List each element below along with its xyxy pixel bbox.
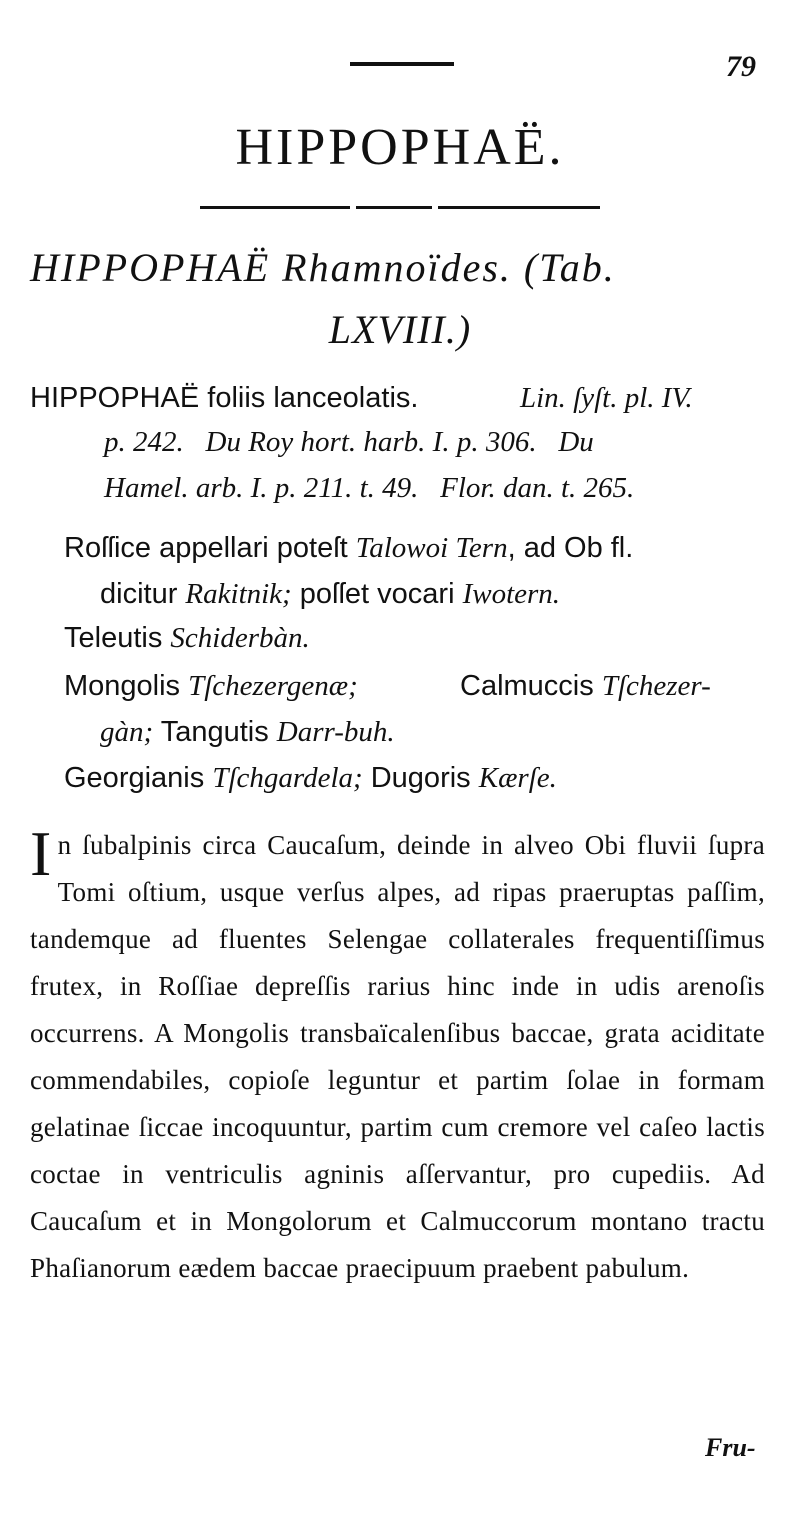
synonymy-line2: p. 242. Du Roy hort. harb. I. p. 306. Du [104, 426, 594, 458]
vernacular-text: dicitur [100, 578, 178, 610]
vernacular-term: Iwotern. [462, 578, 561, 610]
vernacular-ob [100, 578, 560, 611]
linnaeus-reference: Lin. ſyſt. pl. IV. [520, 382, 693, 414]
description-text: n ſubalpinis circa Caucaſum, deinde in alveo Obi fluvii ſupra Tomi oſtium, usque verſus alpes, ad ripas praeruptas paſſim, tandemque ad fluentes Selengae collaterales frequentiſſimus frutex, in Roſſiae depreſſis rarius hinc inde in udis arenoſis occurrens. A Mongolis transbaïcalenſibus baccae, grata aciditate commendabiles, copioſe leguntur et partim ſolae in formam gelatinae ſiccae incoquuntur, partim cum cremore vel caſeo lactis coctae in ventriculis agninis aſſervantur, pro cupediis. Ad Caucaſum et in Mongolorum et Calmuccorum montano tractu Phaſianorum eædem baccae praecipuum praebent pabulum. [30, 830, 765, 1283]
vernacular-georgian [64, 762, 557, 795]
vernacular-term: gàn; [100, 716, 154, 748]
vernacular-text: Teleutis [64, 622, 163, 654]
description-paragraph [30, 818, 765, 1292]
page-title: HIPPOPHAË. [235, 119, 565, 176]
vernacular-term: Tſchezergenæ; [188, 670, 358, 702]
title-divider [200, 206, 600, 209]
species-name-line2: LXVIII.) [328, 307, 472, 352]
drop-cap: I [30, 818, 52, 889]
vernacular-text: Dugoris [370, 762, 471, 794]
vernacular-term: Darr-buh. [276, 716, 395, 748]
vernacular-term: Talowoi Tern [355, 532, 508, 564]
vernacular-term: Tſchezer- [601, 670, 711, 702]
vernacular-text: , ad Ob fl. [507, 532, 634, 564]
catchword: Fru- [705, 1433, 756, 1462]
vernacular-russian [64, 532, 633, 565]
species-name-line1: HIPPOPHAË Rhamnoïdes. (Tab. [30, 245, 616, 290]
vernacular-calmuck [460, 670, 711, 703]
vernacular-teleut [64, 622, 310, 655]
vernacular-term: Tſchgardela; [212, 762, 363, 794]
page-number: 79 [726, 50, 756, 83]
vernacular-tangut [100, 716, 395, 749]
vernacular-term: Rakitnik; [185, 578, 292, 610]
vernacular-mongol [64, 670, 358, 703]
genus-name: HIPPOPHAË [30, 382, 200, 414]
vernacular-text: poſſet vocari [299, 578, 455, 610]
synonymy-line1 [30, 382, 418, 415]
vernacular-text: Mongolis [64, 670, 181, 702]
synonymy-text: foliis lanceolatis. [207, 382, 419, 414]
top-rule [350, 62, 454, 66]
vernacular-text: Georgianis [64, 762, 205, 794]
vernacular-text: Calmuccis [460, 670, 594, 702]
synonymy-line3: Hamel. arb. I. p. 211. t. 49. Flor. dan. t. 265. [104, 472, 635, 504]
vernacular-term: Schiderbàn. [170, 622, 310, 654]
vernacular-text: Tangutis [160, 716, 269, 748]
vernacular-term: Kærſe. [478, 762, 557, 794]
vernacular-text: Roſſice appellari poteſt [64, 532, 348, 564]
